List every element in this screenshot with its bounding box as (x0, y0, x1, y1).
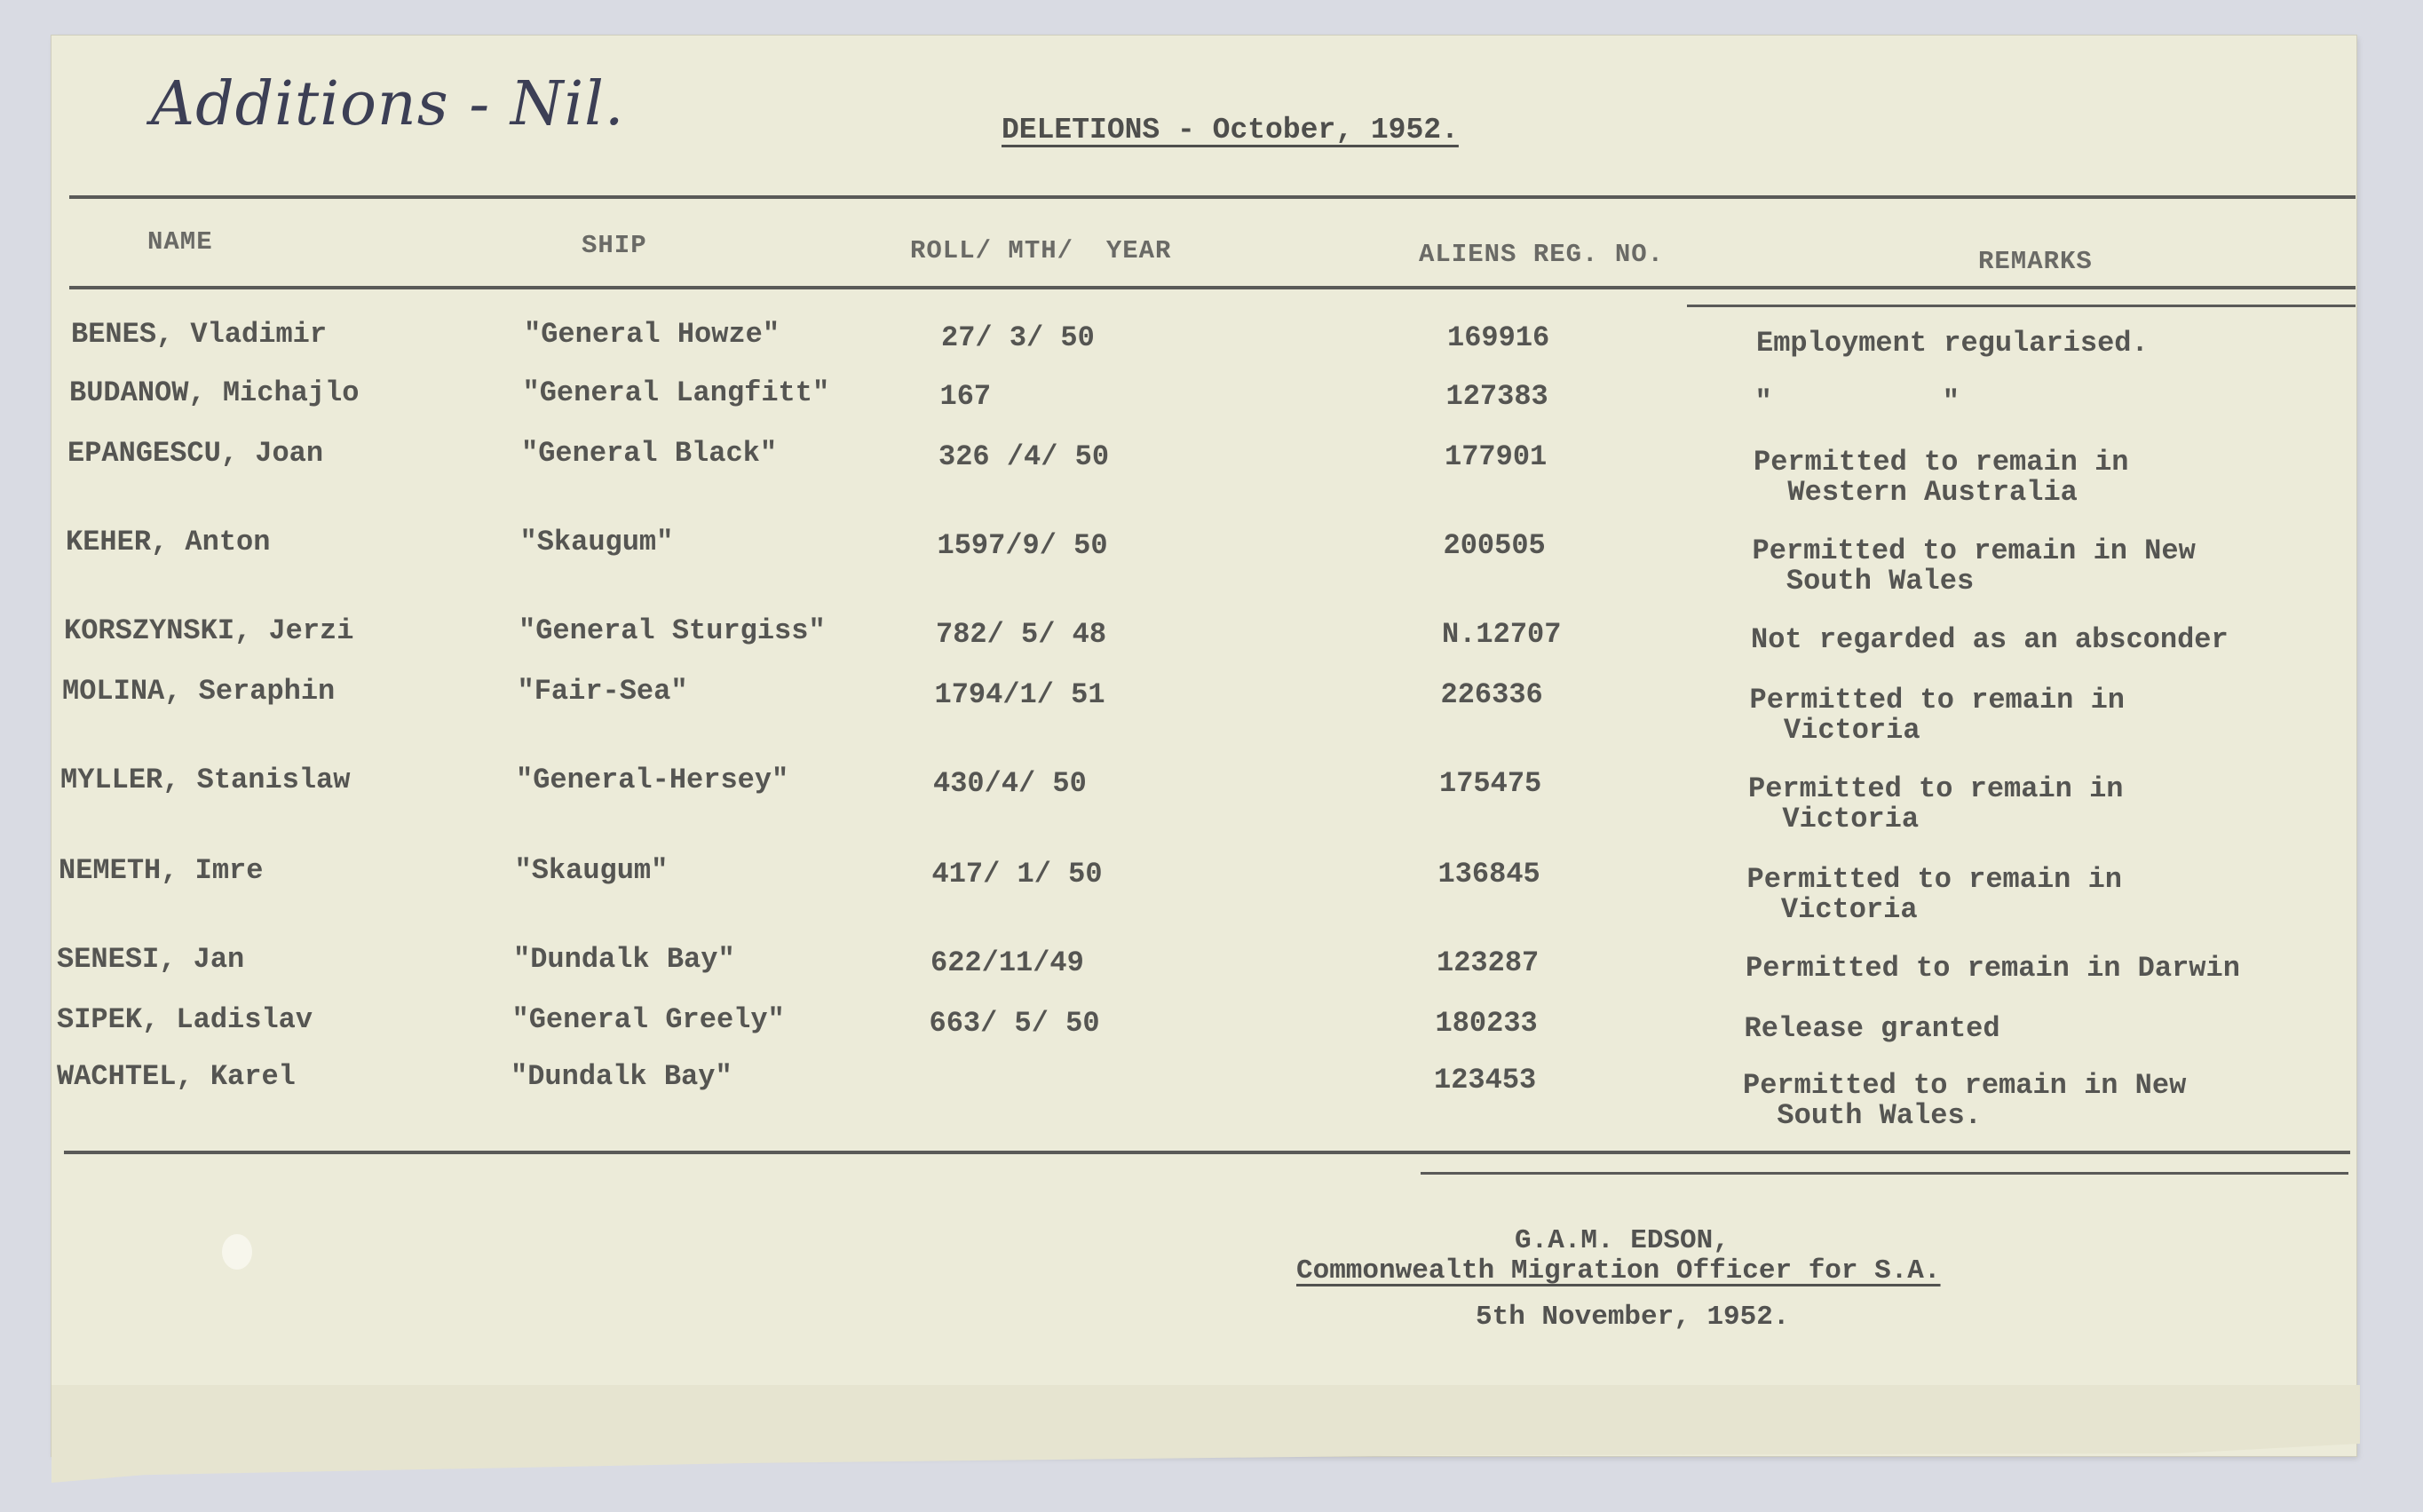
row-reg-no: 127383 (1445, 380, 1548, 413)
row-roll: 1597/9/ 50 (937, 529, 1108, 562)
row-remarks: " " (1754, 385, 1960, 418)
row-roll: 782/ 5/ 48 (936, 618, 1107, 651)
row-remarks: Permitted to remain in Darwin (1746, 952, 2240, 985)
row-remarks: Permitted to remain in Western Australia (1754, 446, 2129, 509)
row-name: BENES, Vladimir (71, 318, 328, 351)
sheet-lower-edge (51, 1385, 2360, 1483)
signatory-name: G.A.M. EDSON, (1515, 1225, 1730, 1256)
row-roll: 430/4/ 50 (933, 767, 1087, 800)
row-ship: "General Greely" (511, 1003, 785, 1036)
row-reg-no: 177901 (1445, 440, 1548, 473)
paper-stain (222, 1234, 252, 1270)
row-ship: "General Sturgiss" (519, 614, 826, 647)
handwritten-note: Additions - Nil. (151, 69, 625, 139)
column-header-remarks: REMARKS (1978, 247, 2093, 276)
top-rule (69, 195, 2356, 199)
row-name: WACHTEL, Karel (57, 1060, 296, 1093)
row-remarks: Permitted to remain in Victoria (1748, 772, 2124, 835)
row-remarks: Not regarded as an absconder (1751, 623, 2229, 656)
row-name: SENESI, Jan (57, 943, 245, 976)
row-roll: 663/ 5/ 50 (929, 1007, 1100, 1040)
document-heading: DELETIONS - October, 1952. (1002, 114, 1459, 146)
row-reg-no: 123287 (1437, 946, 1540, 979)
row-reg-no: 175475 (1439, 767, 1542, 800)
row-reg-no: 200505 (1443, 529, 1546, 562)
row-ship: "Skaugum" (514, 854, 669, 887)
column-header-roll: ROLL/ MTH/ YEAR (910, 236, 1172, 265)
bottom-rule (64, 1151, 2350, 1154)
row-ship: "Dundalk Bay" (511, 1060, 732, 1093)
signature-date: 5th November, 1952. (1476, 1302, 1790, 1333)
row-name: SIPEK, Ladislav (57, 1003, 313, 1036)
row-reg-no: 226336 (1440, 678, 1543, 711)
signatory-title: Commonwealth Migration Officer for S.A. (1296, 1255, 1941, 1286)
row-reg-no: 136845 (1437, 858, 1540, 891)
header-rule-lower (1687, 305, 2356, 307)
column-header-ship: SHIP (582, 231, 647, 260)
bottom-rule-lower (1421, 1172, 2348, 1175)
row-ship: "Skaugum" (519, 526, 674, 558)
row-name: NEMETH, Imre (59, 854, 264, 887)
row-reg-no: N.12707 (1442, 618, 1562, 651)
row-reg-no: 123453 (1434, 1064, 1537, 1096)
row-name: EPANGESCU, Joan (67, 437, 324, 470)
row-name: MOLINA, Seraphin (62, 675, 336, 708)
row-ship: "Fair-Sea" (517, 675, 688, 708)
row-roll: 622/11/49 (930, 946, 1084, 979)
row-reg-no: 169916 (1447, 321, 1550, 354)
row-ship: "Dundalk Bay" (513, 943, 735, 976)
row-roll: 27/ 3/ 50 (941, 321, 1095, 354)
row-remarks: Permitted to remain in Victoria (1749, 684, 2125, 747)
column-header-name: NAME (147, 227, 213, 257)
row-reg-no: 180233 (1435, 1007, 1538, 1040)
row-roll: 167 (939, 380, 992, 413)
row-ship: "General Langfitt" (522, 376, 830, 409)
row-remarks: Permitted to remain in Victoria (1746, 863, 2122, 926)
row-name: MYLLER, Stanislaw (60, 764, 351, 796)
row-remarks: Release granted (1744, 1012, 2000, 1045)
row-name: BUDANOW, Michajlo (69, 376, 360, 409)
row-name: KEHER, Anton (66, 526, 271, 558)
header-rule (69, 286, 2356, 289)
row-remarks: Permitted to remain in New South Wales. (1743, 1069, 2187, 1132)
row-roll: 326 /4/ 50 (938, 440, 1110, 473)
row-name: KORSZYNSKI, Jerzi (64, 614, 354, 647)
column-header-reg: ALIENS REG. NO. (1419, 240, 1665, 269)
row-ship: "General Howze" (524, 318, 780, 351)
row-roll: 1794/1/ 51 (934, 678, 1105, 711)
row-remarks: Permitted to remain in New South Wales (1752, 534, 2196, 598)
row-roll: 417/ 1/ 50 (931, 858, 1103, 891)
row-ship: "General-Hersey" (516, 764, 789, 796)
row-remarks: Employment regularised. (1756, 327, 2149, 360)
row-ship: "General Black" (521, 437, 778, 470)
